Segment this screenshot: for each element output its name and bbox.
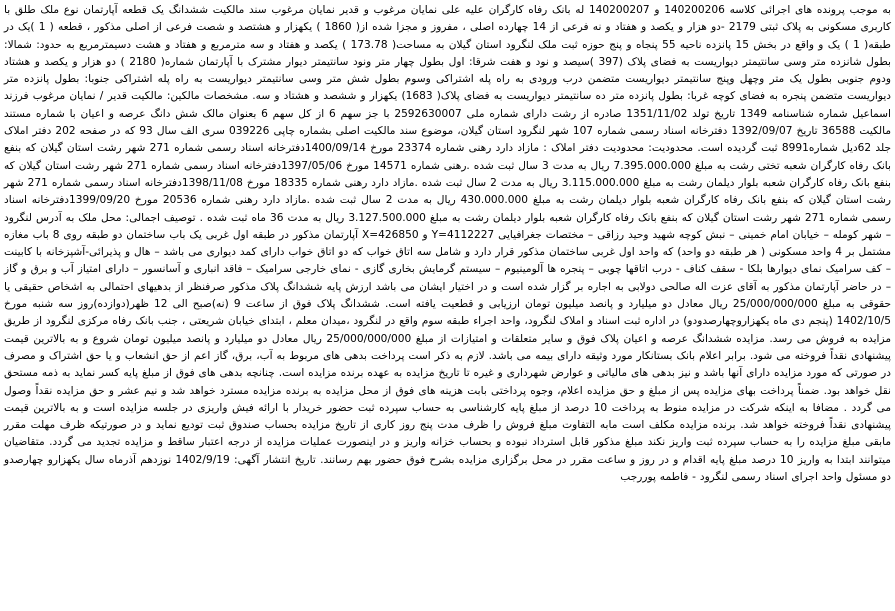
notice-body-text: به موجب پرونده های اجرائی کلاسه 140200206 و 140200207 له بانک رفاه کارگران علیه علی نمایان مرغوب و قدیر نمایان مرغوب سند مالکیت ششدانگ یک قطعه آپارتمان نوع ملک طلق با کاربری مسکونی به پلاک ثبتی 2179 -دو هزار و یکصد و هفتاد و نه فرعی از 14 چهارده اصلی ، مفروز و مجزا شده از( 1860 ) یکهزار و هشتصد و شصت فرعی از اصلی مذکور ، قطعه ( 1 )یک در طبقه( 1 ) یک و واقع در بخش 15 پانزده ناحیه 55 پنجاه و پنج حوزه ثبت ملک لنگرود استان گیلان به مساحت( 173.78 ) یکصد و هفتاد و سه مترمربع و هفتاد و هشت دسیمترمربع به حدود: شمالا: بطول شانزده متر وسی سانتیمتر دیواریست به فضای پلاک (397 )سیصد و نود و هفت شرقا: اول بطول چهار متر ونود سانتیمتر دیوار مشترک با آپارتمان شماره( 2180 ) دو هزار و یکصد و هشتاد ودوم جنوبی بطول یک متر وچهل وپنج سانتیمتر دیواریست متضمن درب ورودی به راه پله اشتراکی وسوم بطول شش متر وسی سانتیمتر دیواریست به راه پله اشتراکی جنوبا: بطول پانزده متر دیواریست متضمن پنجره به فضای کوچه غربا: بطول پانزده متر ده سانتیمتر دیواریست به فضای پلاک( 1683) یکهزار و ششصد و هشتاد و سه. مشخصات مالکین: مالکیت قدیر / نمایان مرغوب فرزند اسماعیل شماره شناسنامه 1349 تاریخ تولد 1351/11/02 صادره از رشت دارای شماره ملی 2592630007 با جز سهم 6 از کل سهم 6 بعنوان مالک شش دانگ عرصه و اعیان با شماره مستند مالکیت 36588 تاریخ 1392/09/07 دفترخانه اسناد رسمی شماره 107 شهر لنگرود استان گیلان، موضوع سند مالکیت اصلی بشماره چاپی 039226 سری الف سال 93 که در صفحه 202 دفتر املاک جلد 62دیل شماره8991 ثبت گردیده است. محدودیت: محدودیت دفتر املاک : مازاد دارد رهنی شماره 23374 مورخ 1400/09/14دفترخانه اسناد رسمی شماره 271 شهر رشت استان گیلان که بنفع بانک رفاه کارگران شعبه تختی رشت به مبلغ 7.395.000.000 ریال به مدت 3 سال ثبت شده .رهنی شماره 14571 مورخ 1397/05/06دفترخانه اسناد رسمی شماره 271 شهر رشت استان گیلان که بنفع بانک رفاه کارگران شعبه بلوار دیلمان رشت به مبلغ 3.115.000.000 ریال به مدت 2 سال ثبت شده .مازاد دارد رهنی شماره 18335 مورخ 1398/11/08دفترخانه اسناد رسمی شماره 271 شهر رشت استان گیلان که بنفع بانک رفاه کارگران شعبه بلوار دیلمان رشت به مبلغ 430.000.000 ریال به مدت 2 سال ثبت شده .مازاد دارد رهنی شماره 20536 مورخ 1399/09/20دفترخانه اسناد رسمی شماره 271 شهر رشت استان گیلان که بنفع بانک رفاه کارگران شعبه بلوار دیلمان رشت به مبلغ 3.127.500.000 ریال به مدت 36 ماه ثبت شده . توصیف اجمالی: محل ملک به آدرس لنگرود – شهر کومله – خیابان امام خمینی – نبش کوچه شهید وحید رزاقی – مختصات جغرافیایی Y=4112227 و X=426850 آپارتمان مذکور در طبقه اول غربی یک باب ساختمان دو طبقه روی 8 باب مغازه مشتمل بر 4 واحد مسکونی ( هر طبقه دو واحد) که واحد اول غربی ساختمان مذکور قرار دارد و شامل سه اتاق خواب که دو اتاق خواب دارای کمد دیواری می باشد – هال و پذیرائی-آشپزخانه با کابینت – کف سرامیک نمای دیوارها بلکا - سقف کناف - درب اتاقها چوبی – پنجره ها آلومینیوم – سیستم گرمایش بخاری گازی - نمای خارجی سرامیک – فاقد انباری و آسانسور – دارای امتیاز آب و برق و گاز – در حاضر آپارتمان مذکور به آقای عزت اله صالحی دولابی به اجاره بر گزار شده است و در اختیار ایشان می باشد ارزش پایه ششدانگ پلاک مذکور صرفنظر از بدهیهای احتمالی به اشخاص حقیقی یا حقوقی به مبلغ 25/000/000/000 ریال معادل دو میلیارد و پانصد میلیون تومان ارزیابی و قطعیت یافته است. ششدانگ پلاک فوق از ساعت 9 (نه)صبح الی 12 ظهر(دوازده)روز سه شنبه مورخ 1402/10/5 (پنجم دی ماه یکهزاروچهارصدودو) در اداره ثبت اسناد و املاک لنگرود، واحد اجراء طبقه سوم واقع در لنگرود ،میدان معلم ، ابتدای خیابان شریعتی ، جنب بانک رفاه مرکزی لنگرود از طریق مزایده به فروش می رسد. مزایده ششدانگ عرصه و اعیان پلاک فوق و سایر متعلقات و امتیازات از مبلغ 25/000/000/000 ریال معادل دو میلیارد و پانصد میلیون تومان شروع و به بالاترین قیمت پیشنهادی نقداً فروخته می شود. برابر اعلام بانک بستانکار مورد وثیقه دارای بیمه می باشد. لازم به ذکر است پرداخت بدهی های مربوط به آب، برق، گاز اعم از حق انشعاب و یا حق اشتراک و مصرف در صورتی که مورد مزایده دارای آنها باشد و نیز بدهی های مالیاتی و عوارض شهرداری و غیره تا تاریخ مزایده به عهده برنده مزایده است. چنانچه بدهی های فوق از مبلغ پایه کسر نماید به ذمه مستحق نقل خواهد بود. ضمناً پرداخت بهای مزایده پس از مبلغ و حق مزایده اعلام، وجوه پرداختی بابت هزینه های فوق از محل مزایده به برنده مزایده مسترد خواهد شد و نیم عشر و حق مزایده نقداً وصول می گردد . مضافا به اینکه شرکت در مزایده منوط به پرداخت 10 درصد از مبلغ پایه کارشناسی به حساب سپرده ثبت حضور خریدار با ارائه فیش واریزی در جلسه مزایده است و به بالاترین قیمت پیشنهادی نقداً فروخته خواهد شد. برنده مزایده مکلف است مابه التفاوت مبلغ فروش را ظرف مدت پنج روز کاری از تاریخ مزایده بحساب صندوق ثبت تودیع نماید و در صورتیکه ظرف مهلت مقرر مابقی مبلغ مزایده را به حساب سپرده ثبت واریز نکند مبلغ مذکور قابل استرداد نبوده و بحساب خزانه واریز و در اینصورت عملیات مزایده از درجه اعتبار ساقط و مزایده تجدید می گردد. متقاضیان میتوانند ابتدا به واریز 10 درصد مبلغ پایه اقدام و در روز و ساعت مقرر در محل برگزاری مزایده بشرح فوق حضور بهم رسانند. تاریخ انتشار آگهی: 1402/9/19 نوزدهم آذرماه سال یکهزارو چهارصدو دو مسئول واحد اجرای اسناد رسمی لنگرود - فاطمه پوررجب xyxy=(4,4,892,484)
